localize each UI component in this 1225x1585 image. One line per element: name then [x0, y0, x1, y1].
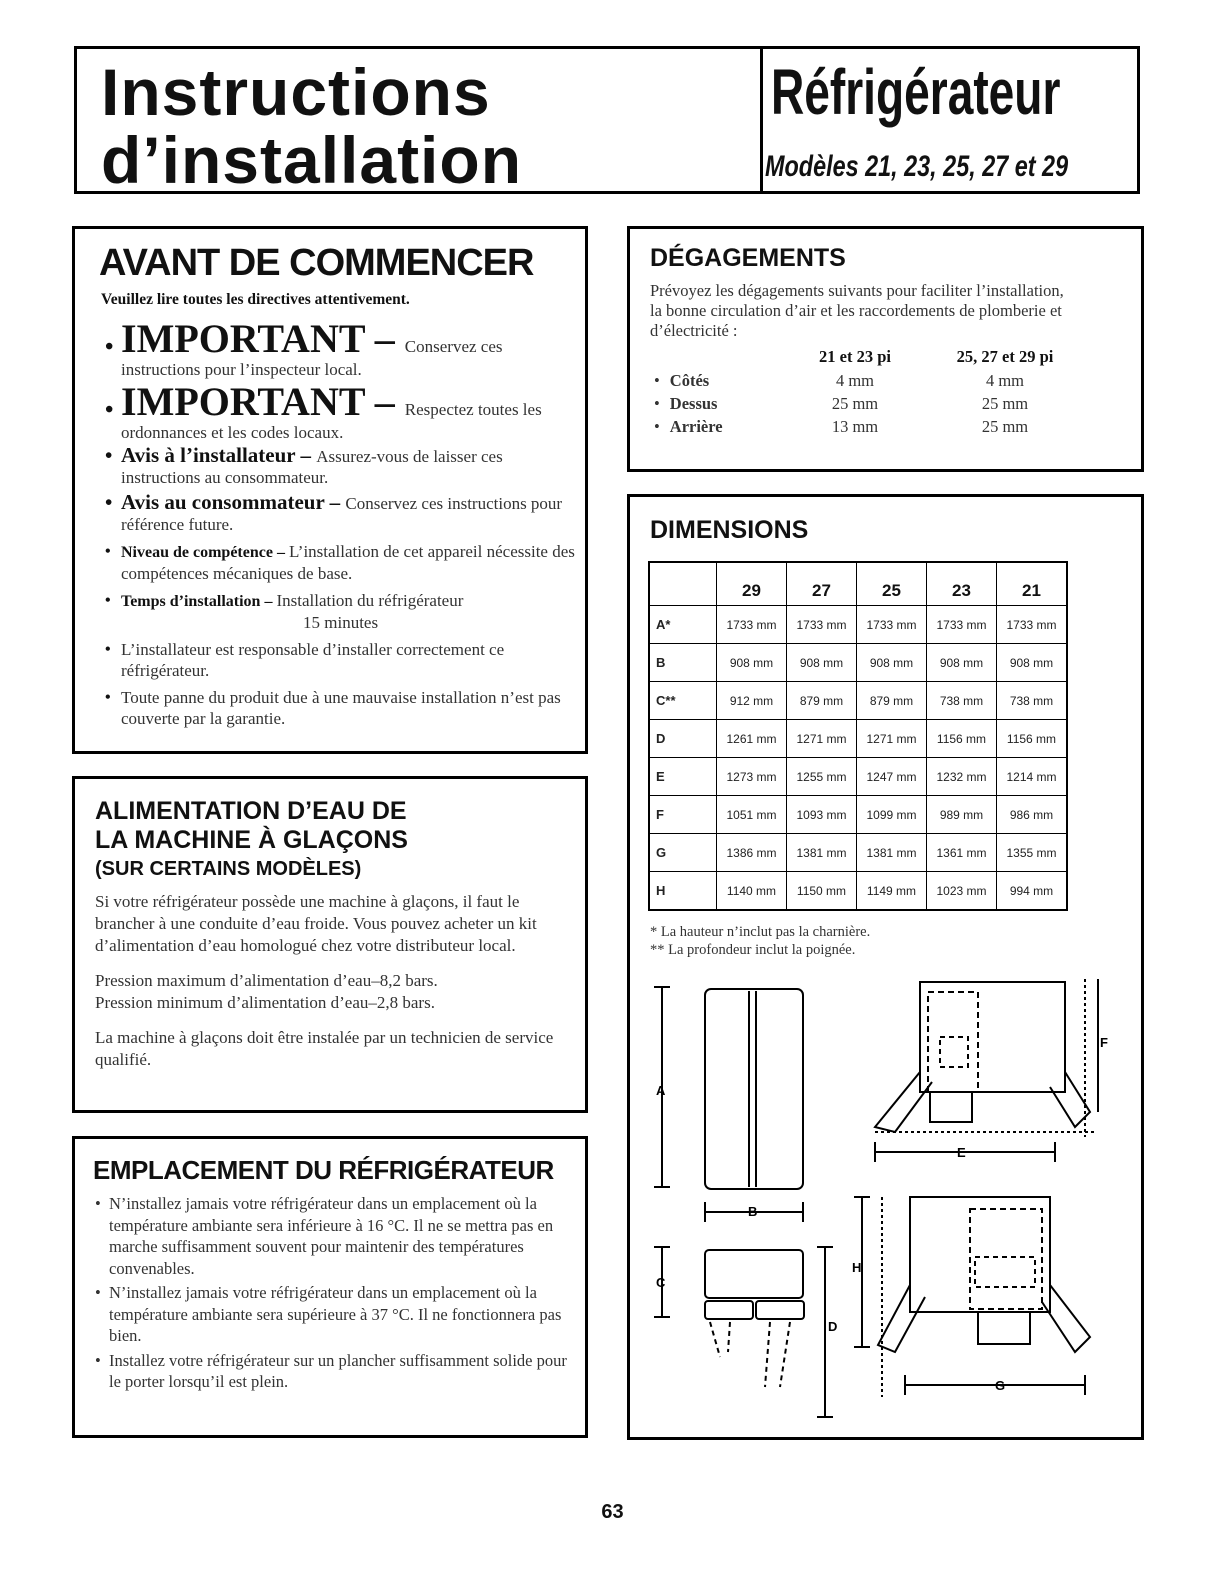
- table-cell: 738 mm: [927, 682, 997, 720]
- table-cell: 912 mm: [717, 682, 787, 720]
- page-number: 63: [601, 1501, 624, 1523]
- open-doors-top-view-1: [875, 979, 1098, 1162]
- header-divider: [760, 49, 763, 191]
- list-item: • Toute panne du produit due à une mauvaise installation n’est pas couverte par la garantie.: [105, 688, 561, 728]
- list-item: • IMPORTANT – Conservez ces instructions pour l’inspecteur local.: [105, 316, 503, 379]
- diagram-label: G: [995, 1378, 1006, 1393]
- column-header: 23: [927, 562, 997, 606]
- table-cell: 1149 mm: [857, 872, 927, 911]
- table-row: • Dessus 25 mm 25 mm: [654, 393, 1029, 413]
- table-row: [649, 644, 1067, 682]
- product-title: Réfrigérateur: [771, 56, 1061, 128]
- list-item: • IMPORTANT – Respectez toutes les ordonnances et les codes locaux.: [105, 379, 542, 442]
- page-header: [74, 46, 1140, 197]
- column-header: 25: [857, 562, 927, 606]
- diagram-label: E: [957, 1145, 966, 1160]
- open-doors-top-view-2: [854, 1197, 1090, 1397]
- table-cell: 1247 mm: [857, 758, 927, 796]
- row-label: E: [649, 758, 717, 796]
- section-title: DIMENSIONS: [650, 516, 809, 544]
- location-section: [72, 1136, 588, 1438]
- list-item: • Installez votre réfrigérateur sur un plancher suffisamment solide pour le porter lorsqu’il est plein.: [95, 1350, 567, 1391]
- clearances-section: [627, 226, 1144, 472]
- diagram-label: C: [656, 1275, 666, 1290]
- table-cell: 994 mm: [997, 872, 1068, 911]
- list-item: • Avis à l’installateur – Assurez-vous de laisser ces instructions au consommateur.: [105, 443, 503, 487]
- row-label: G: [649, 834, 717, 872]
- table-cell: 908 mm: [857, 644, 927, 682]
- table-cell: 1733 mm: [857, 606, 927, 644]
- table-cell: 1150 mm: [787, 872, 857, 911]
- table-cell: 1093 mm: [787, 796, 857, 834]
- front-view-drawing: [654, 987, 803, 1222]
- table-cell: 1214 mm: [997, 758, 1068, 796]
- diagram-label: D: [828, 1319, 838, 1334]
- table-cell: 1099 mm: [857, 796, 927, 834]
- table-header-row: [650, 345, 1080, 369]
- table-row: [649, 834, 1067, 872]
- table-notes: [650, 923, 870, 959]
- paragraph: La machine à glaçons doit être instalée par un technicien de service qualifié.: [95, 1028, 554, 1069]
- section-title-line-2: LA MACHINE À GLAÇONS: [95, 826, 408, 854]
- table-header-row: [649, 562, 1067, 606]
- table-cell: 879 mm: [857, 682, 927, 720]
- row-label: B: [649, 644, 717, 682]
- dimensions-table: [648, 561, 1068, 911]
- column-header: 25, 27 et 29 pi: [956, 347, 1054, 366]
- table-cell: 1156 mm: [997, 720, 1068, 758]
- table-cell: 1271 mm: [787, 720, 857, 758]
- table-cell: 1355 mm: [997, 834, 1068, 872]
- table-row: [649, 682, 1067, 720]
- title-line-2: d’installation: [101, 123, 523, 197]
- row-label: C**: [649, 682, 717, 720]
- diagram-label: A: [656, 1083, 666, 1098]
- list-item: • L’installateur est responsable d’installer correctement ce réfrigérateur.: [105, 640, 505, 680]
- table-cell: 1733 mm: [717, 606, 787, 644]
- note: * La hauteur n’inclut pas la charnière.: [650, 924, 871, 940]
- list-item: • N’installez jamais votre réfrigérateur dans un emplacement où la température ambiante sera inférieure à 16 °C. Il ne se mettra pas en marche suffisamment souvent pour maintenir des températures convenables.: [95, 1194, 554, 1278]
- table-row: • Côtés 4 mm 4 mm: [654, 370, 1025, 390]
- table-cell: 1386 mm: [717, 834, 787, 872]
- water-supply-section: [72, 776, 588, 1113]
- row-label: A*: [649, 606, 717, 644]
- section-subtitle: (SUR CERTAINS MODÈLES): [95, 858, 362, 880]
- clearances-text: Prévoyez les dégagements suivants pour faciliter l’installation, la bonne circulation d’air et les raccordements de plomberie et d’électricité :: [650, 281, 1064, 340]
- pressure-max: Pression maximum d’alimentation d’eau–8,2 bars.: [95, 971, 438, 990]
- list-item: • Niveau de compétence – L’installation de cet appareil nécessite des compétences mécaniques de base.: [105, 542, 575, 583]
- table-cell: 879 mm: [787, 682, 857, 720]
- table-cell: 738 mm: [997, 682, 1068, 720]
- top-view-drawing: [654, 1247, 833, 1417]
- table-cell: 1381 mm: [857, 834, 927, 872]
- list-item: • Avis au consommateur – Conservez ces instructions pour référence future.: [105, 490, 563, 534]
- section-title: EMPLACEMENT DU RÉFRIGÉRATEUR: [93, 1155, 554, 1185]
- table-cell: 1140 mm: [717, 872, 787, 911]
- table-row: [649, 720, 1067, 758]
- dimensions-section: [627, 494, 1144, 1440]
- table-cell: 986 mm: [997, 796, 1068, 834]
- table-row: • Arrière 13 mm 25 mm: [654, 416, 1029, 436]
- diagram-label: F: [1100, 1035, 1108, 1050]
- table-cell: 1232 mm: [927, 758, 997, 796]
- table-cell: 1255 mm: [787, 758, 857, 796]
- table-row: [649, 796, 1067, 834]
- table-cell: 1023 mm: [927, 872, 997, 911]
- column-header: 21 et 23 pi: [819, 347, 891, 366]
- column-header: 27: [787, 562, 857, 606]
- table-cell: 908 mm: [787, 644, 857, 682]
- table-cell: 1261 mm: [717, 720, 787, 758]
- table-cell: 1733 mm: [787, 606, 857, 644]
- table-cell: 1273 mm: [717, 758, 787, 796]
- table-cell: 1733 mm: [997, 606, 1068, 644]
- diagram-label: H: [852, 1260, 862, 1275]
- table-cell: 1733 mm: [927, 606, 997, 644]
- intro-text: Veuillez lire toutes les directives attentivement.: [101, 291, 410, 308]
- title-line-1: Instructions: [101, 55, 491, 129]
- table-cell: 908 mm: [717, 644, 787, 682]
- table-cell: 1381 mm: [787, 834, 857, 872]
- dimensions-diagram: [650, 967, 1120, 1427]
- note: ** La profondeur inclut la poignée.: [650, 942, 856, 958]
- list-item: • Temps d’installation – Installation du réfrigérateur 15 minutes: [105, 591, 464, 632]
- section-title: AVANT DE COMMENCER: [99, 242, 534, 284]
- row-label: H: [649, 872, 717, 911]
- table-cell: 1271 mm: [857, 720, 927, 758]
- pressure-min: Pression minimum d’alimentation d’eau–2,8 bars.: [95, 993, 435, 1012]
- table-cell: 1361 mm: [927, 834, 997, 872]
- column-header: 29: [717, 562, 787, 606]
- table-row: [649, 606, 1067, 644]
- table-cell: 1156 mm: [927, 720, 997, 758]
- paragraph: Si votre réfrigérateur possède une machine à glaçons, il faut le brancher à une conduite d’eau froide. Vous pouvez acheter un kit d’alimentation d’eau homologué chez votre distributeur local.: [95, 892, 537, 955]
- table-row: [649, 758, 1067, 796]
- clearances-table: [650, 345, 1080, 438]
- section-title-line-1: ALIMENTATION D’EAU DE: [95, 797, 407, 825]
- row-label: F: [649, 796, 717, 834]
- table-cell: 908 mm: [927, 644, 997, 682]
- table-row: [649, 872, 1067, 911]
- table-cell: 908 mm: [997, 644, 1068, 682]
- models-subtitle: Modèles 21, 23, 25, 27 et 29: [765, 150, 1069, 183]
- before-you-begin-section: [72, 226, 588, 754]
- column-header: 21: [997, 562, 1068, 606]
- row-label: D: [649, 720, 717, 758]
- diagram-label: B: [748, 1204, 758, 1219]
- table-cell: 1051 mm: [717, 796, 787, 834]
- section-title: DÉGAGEMENTS: [650, 244, 846, 272]
- list-item: • N’installez jamais votre réfrigérateur dans un emplacement où la température ambiante sera supérieure à 37 °C. Il ne fonctionnera pas bien.: [95, 1283, 562, 1345]
- table-cell: 989 mm: [927, 796, 997, 834]
